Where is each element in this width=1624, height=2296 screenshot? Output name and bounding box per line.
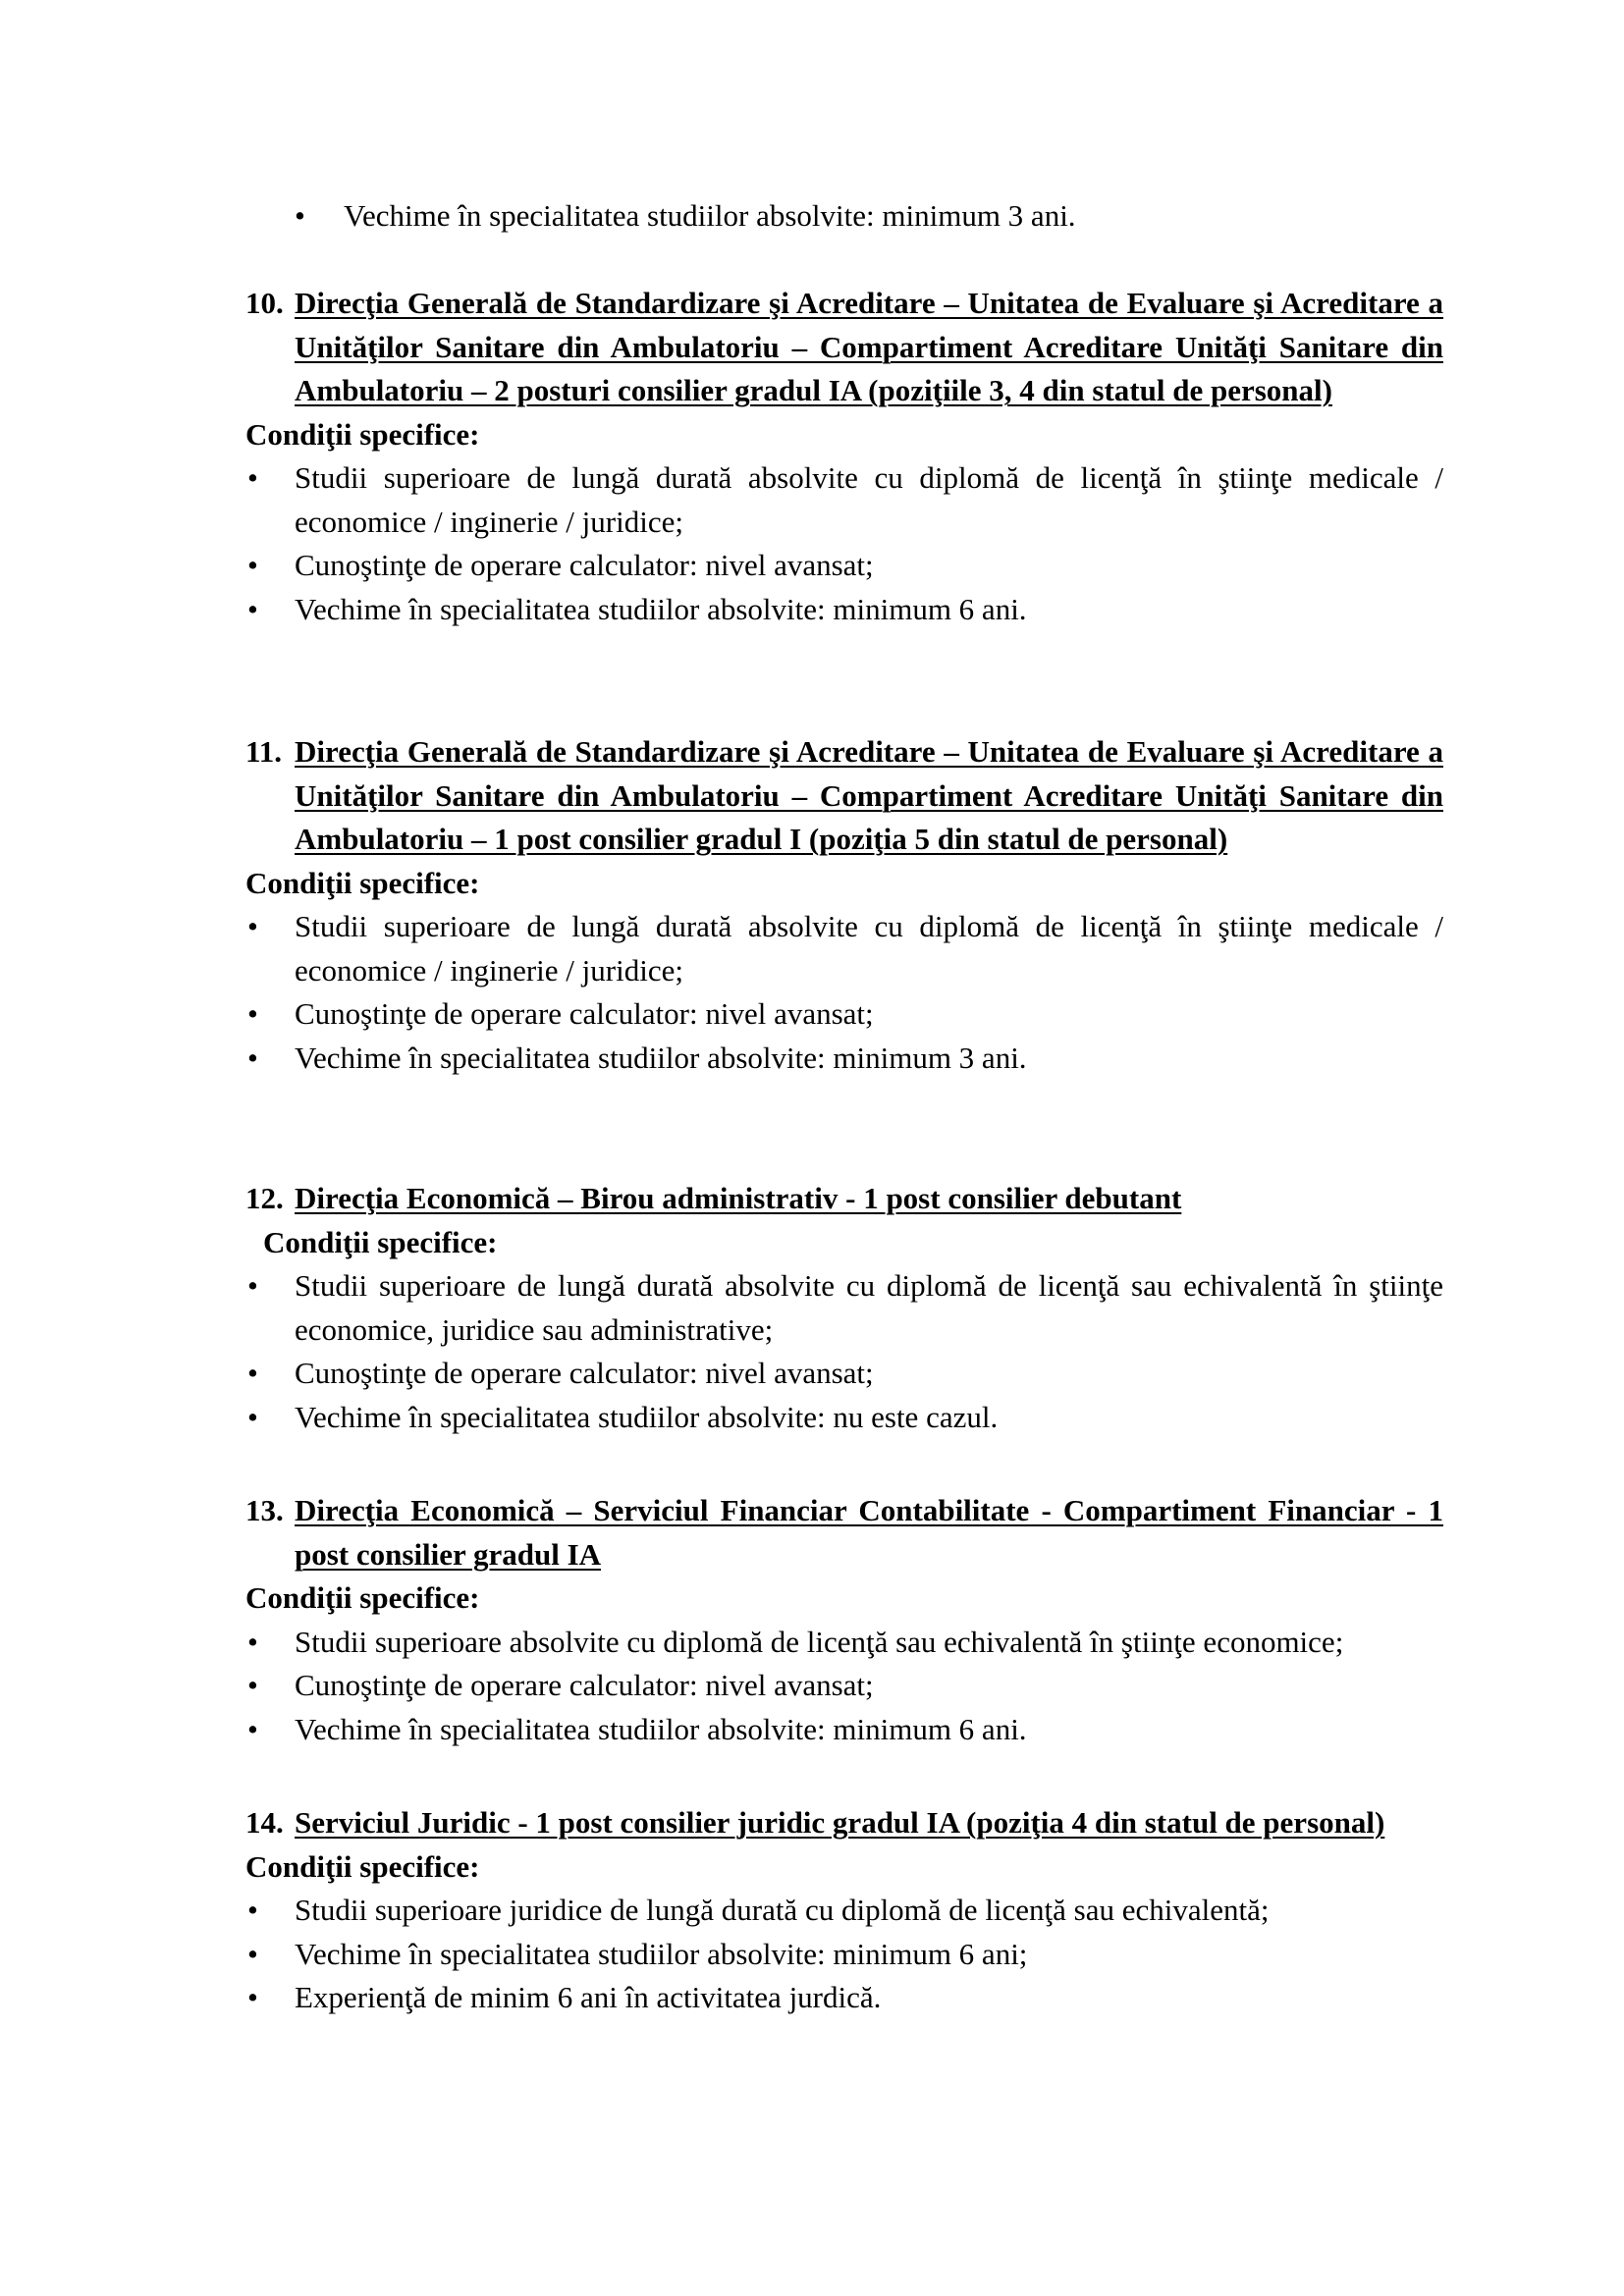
bullet-text: Experienţă de minim 6 ani în activitatea jurdică. bbox=[295, 1980, 882, 2014]
bullet-text: Studii superioare absolvite cu diplomă de licenţă sau echivalentă în ştiinţe economice; bbox=[295, 1624, 1344, 1659]
section-number: 11. bbox=[245, 734, 283, 769]
section-title: Direcţia Economică – Birou administrativ - 1 post consilier debutant bbox=[295, 1181, 1182, 1215]
bullet-icon: • bbox=[247, 1668, 258, 1702]
section-number: 10. bbox=[245, 286, 284, 320]
bullet-text: Vechime în specialitatea studiilor absolvite: nu este cazul. bbox=[295, 1399, 999, 1434]
bullet-icon: • bbox=[247, 1936, 258, 1971]
section-title: Direcţia Generală de Standardizare şi Acreditare – Unitatea de Evaluare şi Acreditare a Unităţilor Sanitare din Ambulatoriu – Compartiment Acreditare Unităţi Sanitare din Ambulatoriu – 1 post consilier gradul I (poziţia 5 din statul de personal) bbox=[295, 734, 1443, 856]
conditions-list bbox=[245, 1264, 1443, 1439]
bullet-icon: • bbox=[247, 1893, 258, 1927]
bullet-icon: • bbox=[247, 1356, 258, 1390]
conditions-list bbox=[245, 1621, 1443, 1752]
bullet-text: Vechime în specialitatea studiilor absolvite: minimum 6 ani. bbox=[295, 591, 1027, 626]
section-heading bbox=[245, 1177, 1443, 1221]
bullet-icon: • bbox=[247, 591, 258, 626]
list-item bbox=[245, 1352, 1443, 1396]
section-14 bbox=[245, 1801, 1443, 2020]
section-number: 12. bbox=[245, 1181, 284, 1215]
list-item bbox=[245, 1621, 1443, 1665]
section-title: Direcţia Generală de Standardizare şi Acreditare – Unitatea de Evaluare şi Acreditare a Unităţilor Sanitare din Ambulatoriu – Compartiment Acreditare Unităţi Sanitare din Ambulatoriu – 2 posturi consilier gradul IA (poziţiile 3, 4 din statul de personal) bbox=[295, 286, 1443, 407]
bullet-icon: • bbox=[247, 1268, 258, 1303]
section-10 bbox=[245, 282, 1443, 631]
section-number: 13. bbox=[245, 1493, 284, 1527]
conditions-label: Condiţii specifice: bbox=[245, 1580, 480, 1615]
bullet-text: Vechime în specialitatea studiilor absolvite: minimum 3 ani. bbox=[344, 198, 1076, 233]
bullet-text: Studii superioare de lungă durată absolvite cu diplomă de licenţă sau echivalentă în ştiinţe economice, juridice sau administrative; bbox=[295, 1268, 1443, 1347]
bullet-icon: • bbox=[247, 909, 258, 943]
conditions-label: Condiţii specifice: bbox=[245, 416, 480, 452]
section-title: Direcţia Economică – Serviciul Financiar Contabilitate - Compartiment Financiar - 1 post consilier gradul IA bbox=[295, 1493, 1443, 1572]
bullet-text: Studii superioare de lungă durată absolvite cu diplomă de licenţă în ştiinţe medicale / economice / inginerie / juridice; bbox=[295, 909, 1443, 988]
bullet-text: Studii superioare de lungă durată absolvite cu diplomă de licenţă în ştiinţe medicale / economice / inginerie / juridice; bbox=[295, 460, 1443, 539]
section-13 bbox=[245, 1489, 1443, 1751]
bullet-icon: • bbox=[247, 1399, 258, 1434]
conditions-label: Condiţii specifice: bbox=[263, 1224, 498, 1259]
list-item bbox=[245, 1037, 1443, 1081]
list-item bbox=[245, 1889, 1443, 1933]
section-heading bbox=[245, 282, 1443, 413]
list-item bbox=[245, 1396, 1443, 1440]
bullet-text: Vechime în specialitatea studiilor absolvite: minimum 3 ani. bbox=[295, 1040, 1027, 1075]
list-item bbox=[245, 588, 1443, 632]
list-item bbox=[245, 1664, 1443, 1708]
list-item bbox=[245, 1708, 1443, 1752]
section-11 bbox=[245, 730, 1443, 1080]
section-title: Serviciul Juridic - 1 post consilier juridic gradul IA (poziţia 4 din statul de personal) bbox=[295, 1805, 1385, 1840]
section-12 bbox=[245, 1177, 1443, 1439]
bullet-icon: • bbox=[247, 460, 258, 495]
conditions-list bbox=[245, 905, 1443, 1080]
bullet-text: Cunoştinţe de operare calculator: nivel avansat; bbox=[295, 1668, 874, 1702]
list-item bbox=[245, 544, 1443, 588]
section-heading bbox=[245, 730, 1443, 862]
bullet-text: Studii superioare juridice de lungă durată cu diplomă de licenţă sau echivalentă; bbox=[295, 1893, 1270, 1927]
bullet-icon: • bbox=[295, 198, 305, 233]
bullet-text: Vechime în specialitatea studiilor absolvite: minimum 6 ani; bbox=[295, 1936, 1028, 1971]
conditions-list bbox=[245, 456, 1443, 631]
bullet-icon: • bbox=[247, 1711, 258, 1746]
bullet-text: Vechime în specialitatea studiilor absolvite: minimum 6 ani. bbox=[295, 1711, 1027, 1746]
list-item bbox=[245, 456, 1443, 544]
conditions-label: Condiţii specifice: bbox=[245, 865, 480, 900]
section-heading bbox=[245, 1801, 1443, 1845]
section-number: 14. bbox=[245, 1805, 284, 1840]
list-item bbox=[245, 905, 1443, 992]
bullet-text: Cunoştinţe de operare calculator: nivel avansat; bbox=[295, 1356, 874, 1390]
bullet-text: Cunoştinţe de operare calculator: nivel avansat; bbox=[295, 548, 874, 582]
bullet-text: Cunoştinţe de operare calculator: nivel avansat; bbox=[295, 996, 874, 1031]
bullet-icon: • bbox=[247, 1624, 258, 1659]
list-item bbox=[245, 1264, 1443, 1352]
bullet-icon: • bbox=[247, 548, 258, 582]
bullet-icon: • bbox=[247, 1980, 258, 2014]
bullet-icon: • bbox=[247, 1040, 258, 1075]
list-item bbox=[245, 1933, 1443, 1977]
list-item bbox=[245, 1976, 1443, 2020]
conditions-list bbox=[245, 1889, 1443, 2020]
conditions-label: Condiţii specifice: bbox=[245, 1848, 480, 1884]
list-item bbox=[245, 992, 1443, 1037]
bullet-icon: • bbox=[247, 996, 258, 1031]
section-heading bbox=[245, 1489, 1443, 1576]
